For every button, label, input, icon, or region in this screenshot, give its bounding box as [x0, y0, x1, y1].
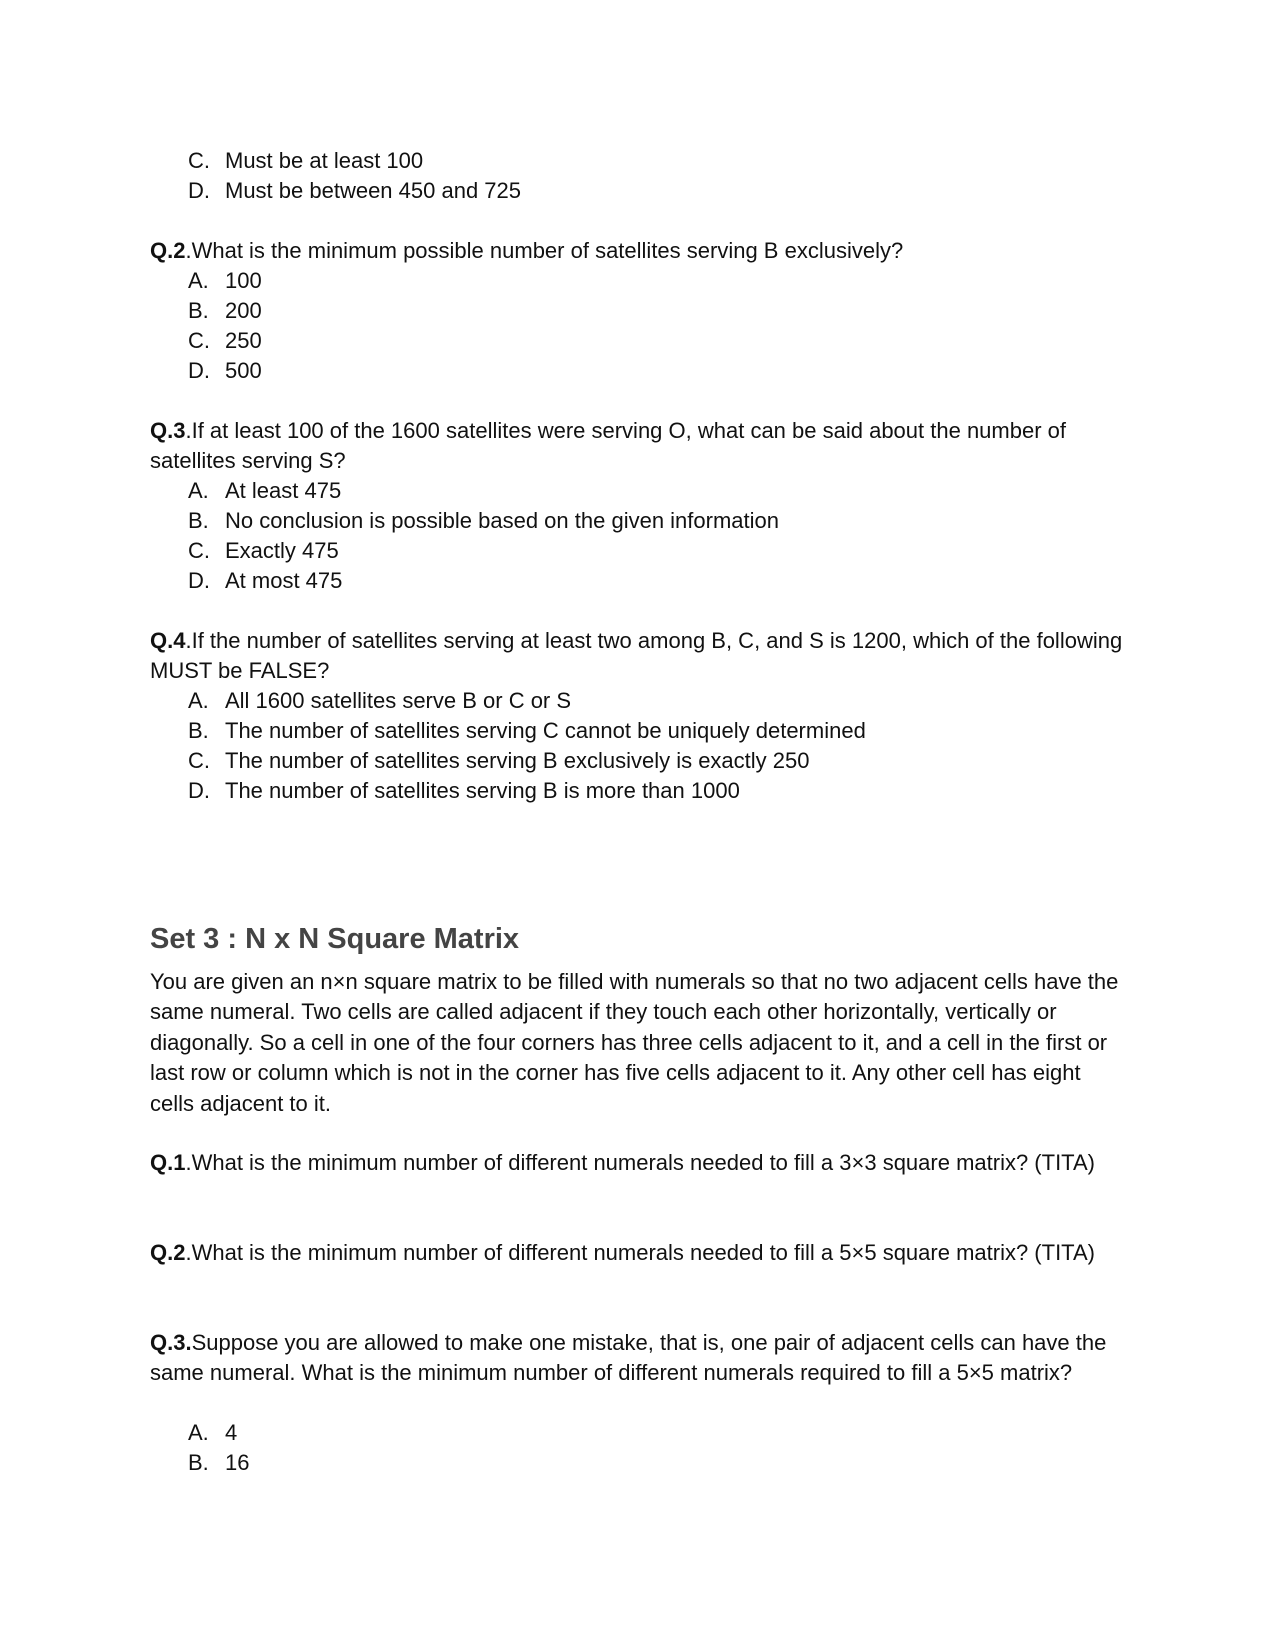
option-text: No conclusion is possible based on the given information [225, 508, 779, 533]
option-letter: B. [188, 1450, 209, 1475]
list-item [188, 716, 866, 746]
question-text: .If the number of satellites serving at least two among B, C, and S is 1200, which of the following MUST be FALSE? [150, 628, 1123, 683]
option-letter: B. [188, 298, 209, 323]
question-text: .What is the minimum possible number of satellites serving B exclusively? [185, 238, 904, 263]
option-text: 100 [225, 268, 262, 293]
question-set3-q3 [150, 1328, 1130, 1388]
question-text: Suppose you are allowed to make one mistake, that is, one pair of adjacent cells can have the same numeral. What is the minimum number of different numerals required to fill a 5×5 matrix? [150, 1330, 1107, 1385]
question-set2-q2 [150, 236, 1130, 266]
option-letter: A. [188, 688, 209, 713]
list-item [188, 176, 521, 206]
option-letter: C. [188, 538, 210, 563]
question-set2-q3 [150, 416, 1130, 476]
option-text: Must be between 450 and 725 [225, 178, 522, 203]
option-text: At least 475 [225, 478, 342, 503]
option-text: Exactly 475 [225, 538, 339, 563]
option-letter: A. [188, 1420, 209, 1445]
option-text: 4 [225, 1420, 238, 1445]
option-letter: A. [188, 268, 209, 293]
list-item [188, 776, 740, 806]
option-text: 500 [225, 358, 262, 383]
option-letter: D. [188, 778, 210, 803]
list-item [188, 1448, 249, 1478]
option-text: The number of satellites serving B is more than 1000 [225, 778, 740, 803]
option-letter: C. [188, 748, 210, 773]
section-description: You are given an n×n square matrix to be filled with numerals so that no two adjacent cells have the same numeral. Two cells are called adjacent if they touch each other horizontally, vertically or diagonally. So a cell in one of the four corners has three cells adjacent to it, and a cell in the first or last row or column which is not in the corner has five cells adjacent to it. Any other cell has eight cells adjacent to it. [150, 969, 1119, 1116]
option-text: 16 [225, 1450, 250, 1475]
question-number: Q.3. [150, 1330, 192, 1355]
question-text: .If at least 100 of the 1600 satellites were serving O, what can be said about the number of satellites serving S? [150, 418, 1066, 473]
section-heading: Set 3 : N x N Square Matrix [150, 923, 520, 955]
question-set3-q1 [150, 1148, 1130, 1178]
list-item [188, 326, 262, 356]
list-item [188, 356, 262, 386]
question-number: Q.1 [150, 1150, 186, 1175]
question-text: .What is the minimum number of different numerals needed to fill a 3×3 square matrix? (TITA) [185, 1150, 1095, 1175]
question-number: Q.2 [150, 238, 186, 263]
question-number: Q.4 [150, 628, 186, 653]
list-item [188, 536, 339, 566]
list-item [188, 746, 809, 776]
option-text: 250 [225, 328, 262, 353]
list-item [188, 296, 262, 326]
question-text: .What is the minimum number of different numerals needed to fill a 5×5 square matrix? (TITA) [185, 1240, 1095, 1265]
list-item [188, 686, 571, 716]
option-letter: B. [188, 508, 209, 533]
question-number: Q.3 [150, 418, 186, 443]
option-letter: D. [188, 568, 210, 593]
list-item [188, 506, 779, 536]
option-letter: D. [188, 178, 210, 203]
list-item [188, 476, 341, 506]
list-item [188, 1418, 237, 1448]
option-letter: C. [188, 148, 210, 173]
list-item [188, 146, 423, 176]
option-letter: B. [188, 718, 209, 743]
option-letter: C. [188, 328, 210, 353]
option-text: All 1600 satellites serve B or C or S [225, 688, 572, 713]
option-text: At most 475 [225, 568, 343, 593]
option-text: Must be at least 100 [225, 148, 424, 173]
list-item [188, 266, 262, 296]
question-set2-q4 [150, 626, 1130, 686]
option-letter: A. [188, 478, 209, 503]
list-item [188, 566, 342, 596]
question-set3-q2 [150, 1238, 1130, 1268]
option-text: The number of satellites serving C cannot be uniquely determined [225, 718, 866, 743]
option-text: 200 [225, 298, 262, 323]
option-letter: D. [188, 358, 210, 383]
option-text: The number of satellites serving B exclusively is exactly 250 [225, 748, 810, 773]
question-number: Q.2 [150, 1240, 186, 1265]
